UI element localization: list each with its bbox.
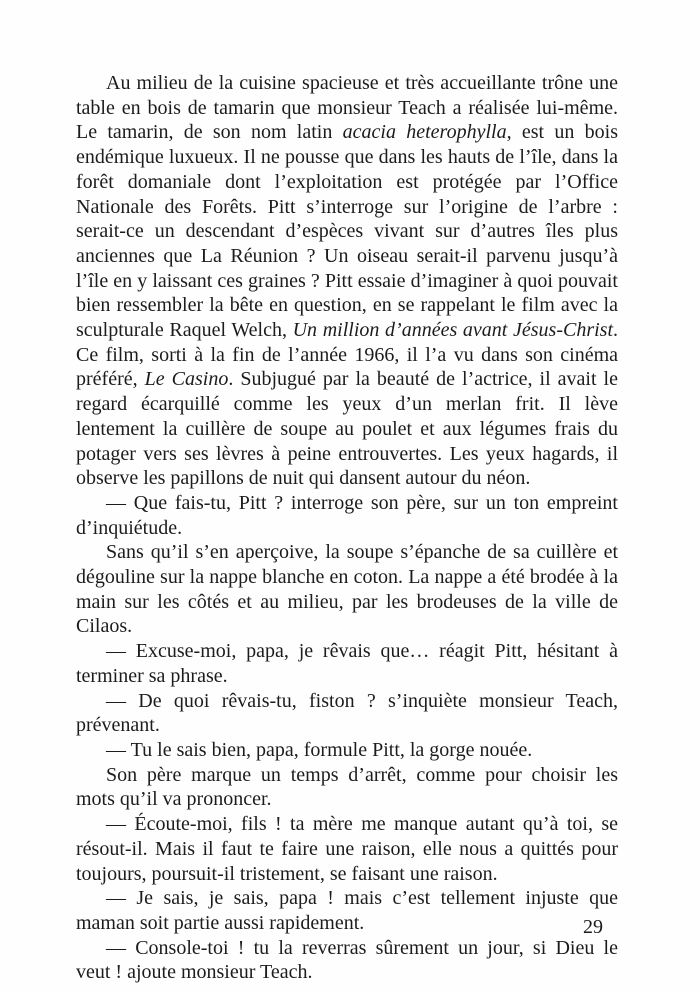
text-segment: — Je sais, je sais, papa ! mais c’est tellement injuste que maman soit partie aussi rapidement. <box>76 887 618 934</box>
text-segment: — Écoute-moi, fils ! ta mère me manque autant qu’à toi, se résout-il. Mais il faut te faire une raison, elle nous a quittés pour toujours, poursuit-il tristement, se faisant une raison. <box>76 813 618 885</box>
text-segment: — Tu le sais bien, papa, formule Pitt, la gorge nouée. <box>106 738 533 761</box>
text-segment: . Ce film, sorti à la fin de l’année 1966, il l’a vu dans son cinéma préféré, <box>76 319 618 391</box>
paragraph-6 <box>76 738 618 763</box>
text-segment: — Que fais-tu, Pitt ? interroge son père, sur un ton empreint d’inquiétude. <box>76 491 618 539</box>
text-segment: — Excuse-moi, papa, je rêvais que… réagit Pitt, hésitant à terminer sa phrase. <box>76 640 618 687</box>
paragraph-9 <box>76 886 618 935</box>
text-segment: Son père marque un temps d’arrêt, comme pour choisir les mots qu’il va prononcer. <box>76 763 618 811</box>
paragraph-7 <box>76 763 618 812</box>
text-segment: — Console-toi ! tu la reverras sûrement un jour, si Dieu le veut ! ajoute monsieur Teach. <box>76 936 618 984</box>
italic-text: Un million d’années avant Jésus-Christ <box>292 319 613 342</box>
text-segment: . Subjugué par la beauté de l’actrice, il avait le regard écarquillé comme les yeux d’un merlan frit. Il lève lentement la cuillère de soupe au poulet et aux légumes frais du potager vers ses lèvres à peine entrouvertes. Les yeux hagards, il observe les papillons de nuit qui dansent autour du néon. <box>76 368 618 490</box>
paragraph-2 <box>76 491 618 540</box>
paragraph-4 <box>76 639 618 688</box>
paragraph-5 <box>76 689 618 738</box>
paragraph-10 <box>76 936 618 985</box>
text-segment: Au milieu de la cuisine spacieuse et très accueillante trône une table en bois de tamarin que monsieur Teach a réalisée lui-même. Le tamarin, de son nom latin <box>76 72 618 144</box>
text-segment: — De quoi rêvais-tu, fiston ? s’inquiète monsieur Teach, prévenant. <box>76 689 618 737</box>
text-block <box>76 71 618 985</box>
italic-text: acacia heterophylla <box>342 121 507 144</box>
paragraph-3 <box>76 540 618 639</box>
italic-text: Le Casino <box>144 368 229 391</box>
paragraph-8 <box>76 812 618 886</box>
text-segment: , est un bois endémique luxueux. Il ne pousse que dans les hauts de l’île, dans la forêt domaniale dont l’exploitation est protégée par l’Office Nationale des Forêts. Pitt s’interroge sur l’origine de l’arbre : serait-ce un descendant d’espèces vivant sur d’autres îles plus anciennes que La Réunion ? Un oiseau serait-il parvenu jusqu’à l’île en y laissant ces graines ? Pitt essaie d’imaginer à quoi pouvait bien ressembler la bête en question, en se rappelant le film avec la sculpturale Raquel Welch, <box>76 121 618 342</box>
page-number: 29 <box>583 916 603 938</box>
paragraph-1 <box>76 71 618 491</box>
text-segment: Sans qu’il s’en aperçoive, la soupe s’épanche de sa cuillère et dégouline sur la nappe blanche en coton. La nappe a été brodée à la main sur les côtés et au milieu, par les brodeuses de la ville de Cilaos. <box>76 541 618 638</box>
